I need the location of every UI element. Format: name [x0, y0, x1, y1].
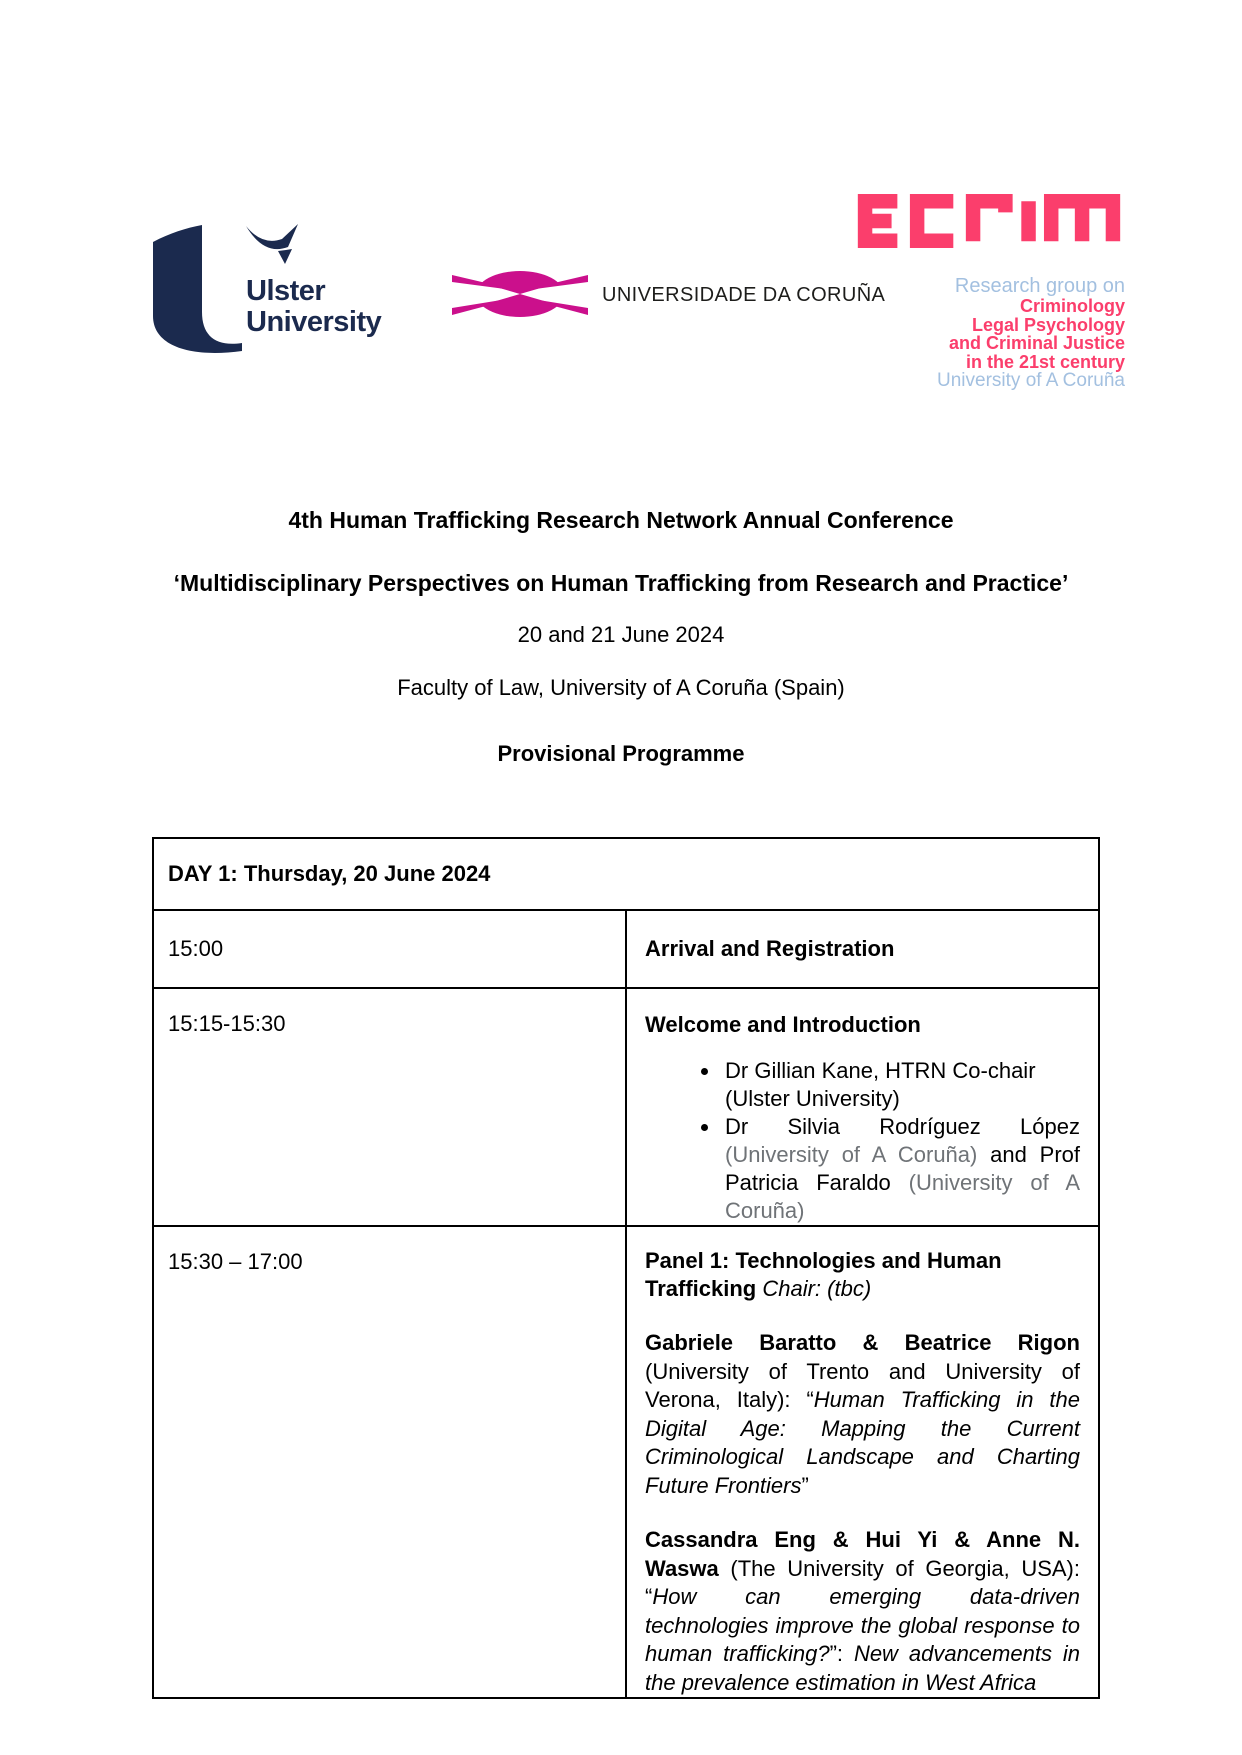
paper-entry [645, 1526, 1080, 1697]
udc-symbol-icon [452, 264, 588, 324]
ulster-wordmark-line1: Ulster [246, 275, 326, 307]
ulster-wordmark-line2: University [246, 306, 382, 338]
speaker-name: and Prof Patricia Faraldo [725, 1142, 1081, 1195]
time-cell: 15:30 – 17:00 [153, 1226, 626, 1698]
document-headings [0, 505, 1242, 767]
speaker-affiliation: (University of A Coruña) [725, 1142, 978, 1167]
paper-separator: ”: [829, 1641, 854, 1666]
programme-table [152, 837, 1100, 1699]
programme-label: Provisional Programme [497, 741, 745, 766]
paper-authors: Cassandra Eng & Hui Yi & Anne N. Waswa [645, 1527, 1080, 1581]
panel-chair: Chair: (tbc) [756, 1276, 872, 1301]
udc-logo [452, 264, 885, 324]
ulster-university-wordmark [246, 276, 381, 338]
list-item [721, 1113, 1080, 1225]
speaker-list [645, 1057, 1080, 1225]
panel-title [645, 1247, 1080, 1303]
panel-title-text: Panel 1: Technologies and Human Trafficking [645, 1248, 1002, 1301]
page-title: 4th Human Trafficking Research Network Annual Conference [288, 507, 954, 533]
paper-entry [645, 1329, 1080, 1500]
paper-title: How can emerging data-driven technologies improve the global response to human trafficking? [645, 1584, 1080, 1666]
event-title: Welcome and Introduction [645, 1012, 921, 1037]
ecrim-tagline-2: Criminology [1019, 296, 1125, 316]
ecrim-tagline-3: Legal Psychology [971, 314, 1125, 335]
event-cell [626, 988, 1099, 1226]
day-header-cell: DAY 1: Thursday, 20 June 2024 [153, 838, 1099, 910]
paper-affiliation: (University of Trento and University of Verona, Italy): “ [645, 1358, 1080, 1412]
paper-affiliation: (The University of Georgia, USA): “ [645, 1555, 1080, 1609]
table-row [153, 988, 1099, 1226]
time-cell: 15:00 [153, 910, 626, 988]
paper-close-quote: ” [801, 1472, 809, 1498]
conference-dates: 20 and 21 June 2024 [517, 622, 725, 647]
event-cell [626, 1226, 1099, 1698]
event-cell [626, 910, 1099, 988]
ecrim-footer: University of A Coruña [937, 370, 1125, 391]
ecrim-tagline-1: Research group on [954, 275, 1125, 297]
udc-label: UNIVERSIDADE DA CORUÑA [602, 283, 886, 306]
ecrim-taglines [825, 276, 1125, 391]
ecrim-tagline-4: and Criminal Justice [948, 333, 1125, 353]
event-title: Arrival and Registration [645, 936, 895, 961]
ecrim-wordmark-icon [853, 192, 1125, 250]
paper-title: Human Trafficking in the Digital Age: Mapping the Current Criminological Landscape and Charting Future Frontiers [645, 1387, 1080, 1498]
ecrim-logo [825, 192, 1125, 391]
table-row-day-header [153, 838, 1099, 910]
list-item: • Dr Gillian Kane, HTRN Co-chair (Ulster University) [721, 1057, 1080, 1113]
table-row [153, 1226, 1099, 1698]
conference-venue: Faculty of Law, University of A Coruña (Spain) [397, 675, 845, 700]
paper-authors: Gabriele Baratto & Beatrice Rigon [645, 1330, 1080, 1355]
speaker-name: Dr Silvia Rodríguez López [725, 1114, 1080, 1139]
table-row [153, 910, 1099, 988]
speaker-affiliation: (University of A Coruña) [725, 1170, 1080, 1223]
conference-theme: ‘Multidisciplinary Perspectives on Human Trafficking from Research and Practice’ [173, 570, 1069, 596]
paper-subtitle: New advancements in the prevalence estimation in West Africa [645, 1641, 1080, 1695]
time-cell: 15:15-15:30 [153, 988, 626, 1226]
ecrim-tagline-5: in the 21st century [965, 351, 1125, 372]
